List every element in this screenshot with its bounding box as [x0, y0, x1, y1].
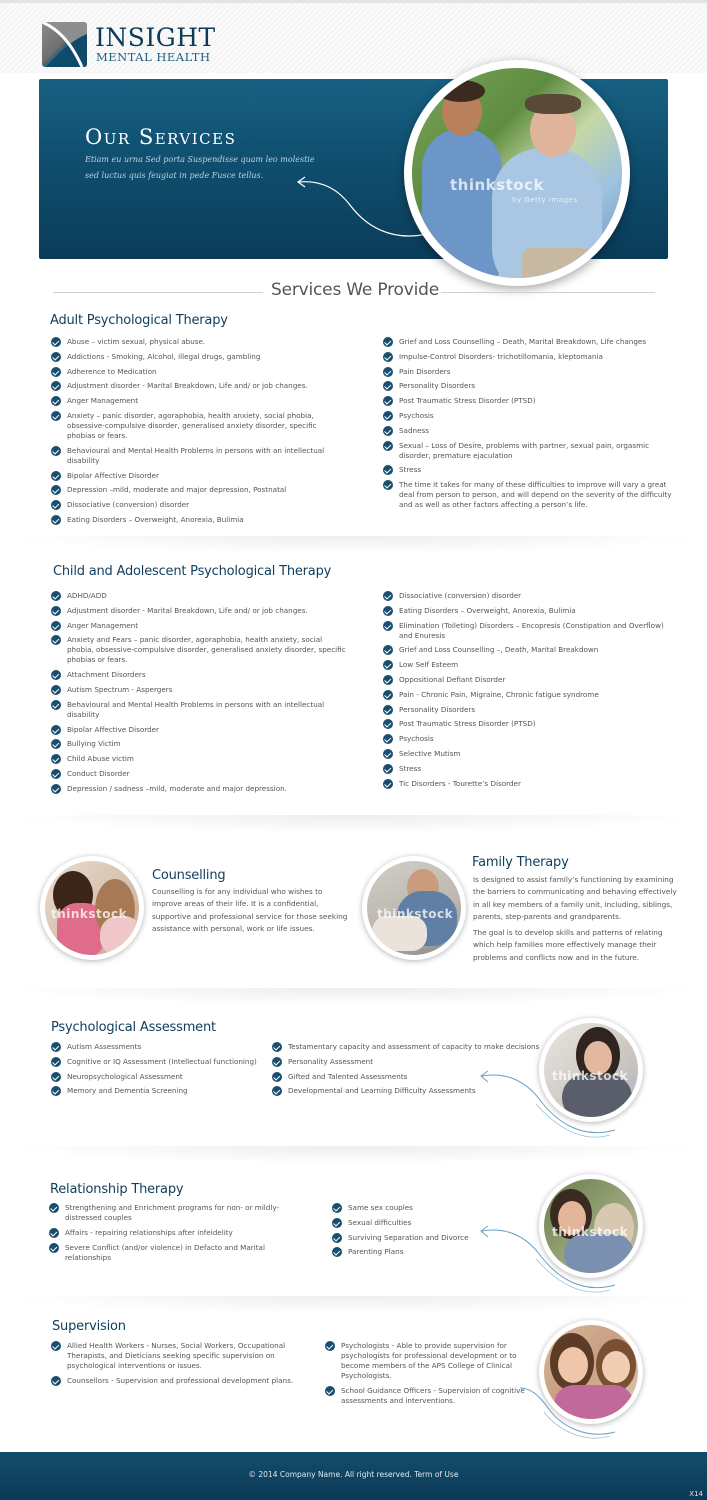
- checkmark-icon: [51, 500, 61, 510]
- checkmark-icon: [383, 705, 393, 715]
- checkmark-icon: [51, 591, 61, 601]
- list-item-text: Testamentary capacity and assessment of capacity to make decisions: [288, 1042, 540, 1051]
- checkmark-icon: [383, 675, 393, 685]
- checkmark-icon: [383, 411, 393, 421]
- adult-therapy-list-left: [51, 337, 346, 530]
- list-item-text: Behavioural and Mental Health Problems in persons with an intellectual disability: [67, 445, 325, 465]
- checkmark-icon: [383, 465, 393, 475]
- list-item-text: Severe Conflict (and/or violence) in Defacto and Marital relationships: [65, 1242, 265, 1262]
- counselling-title: Counselling: [152, 868, 226, 883]
- footer-text: © 2014 Company Name. All right reserved. Term of Use: [248, 1470, 459, 1479]
- list-item: [51, 685, 346, 695]
- list-item: [51, 515, 346, 525]
- family-therapy-photo: [362, 856, 466, 960]
- assessment-title: Psychological Assessment: [51, 1020, 216, 1035]
- list-item-text: Dissociative (conversion) disorder: [399, 591, 522, 600]
- list-item: [383, 675, 673, 685]
- list-item: [325, 1341, 530, 1381]
- list-item-text: Strengthening and Enrichment programs for non- or mildly-distressed couples: [65, 1203, 280, 1222]
- list-item: [49, 1228, 311, 1238]
- list-item-text: Surviving Separation and Divorce: [348, 1232, 469, 1242]
- section-divider: [0, 536, 707, 554]
- list-item-text: Allied Health Workers - Nurses, Social Workers, Occupational Therapists, and Dieticians seeking specific supervision on psychological interventions or issues.: [67, 1341, 286, 1370]
- relationship-photo: [539, 1174, 643, 1278]
- checkmark-icon: [51, 700, 61, 710]
- checkmark-icon: [51, 485, 61, 495]
- checkmark-icon: [51, 1042, 61, 1052]
- relationship-title: Relationship Therapy: [50, 1182, 184, 1197]
- list-item-text: Stress: [399, 465, 422, 475]
- list-item: [51, 621, 346, 631]
- checkmark-icon: [49, 1228, 59, 1238]
- list-item-text: Anger Management: [67, 620, 139, 630]
- list-item: [383, 705, 673, 715]
- checkmark-icon: [383, 480, 393, 490]
- family-therapy-title: Family Therapy: [472, 855, 569, 870]
- checkmark-icon: [51, 1057, 61, 1067]
- supervision-list-left: [51, 1341, 296, 1391]
- checkmark-icon: [332, 1218, 342, 1228]
- list-item-text: Counsellors - Supervision and professional development plans.: [67, 1375, 294, 1385]
- section-title-line-right: [441, 292, 655, 293]
- list-item: [51, 635, 346, 665]
- list-item: [383, 660, 673, 670]
- list-item-text: Oppositional Defiant Disorder: [399, 674, 506, 684]
- checkmark-icon: [383, 441, 393, 451]
- assessment-photo: [539, 1018, 643, 1122]
- checkmark-icon: [383, 719, 393, 729]
- list-item-text: Parenting Plans: [348, 1247, 404, 1257]
- list-item-text: Neuropsychological Assessment: [67, 1071, 183, 1081]
- list-item-text: Sexual – Loss of Desire, problems with partner, sexual pain, orgasmic disorder, premature ejaculation: [399, 440, 650, 460]
- list-item-text: Stress: [399, 763, 422, 773]
- list-item: [383, 749, 673, 759]
- list-item-text: Eating Disorders – Overweight, Anorexia, Bulimia: [67, 514, 244, 524]
- list-item-text: Affairs - repairing relationships after infeidelity: [65, 1227, 233, 1237]
- list-item-text: Abuse – victim sexual, physical abuse.: [67, 337, 206, 346]
- checkmark-icon: [383, 606, 393, 616]
- list-item-text: Post Traumatic Stress Disorder (PTSD): [399, 396, 536, 406]
- list-item-text: Adherence to Medication: [67, 366, 157, 376]
- list-item-text: Child Abuse victim: [67, 754, 134, 764]
- list-item: [51, 411, 346, 441]
- list-item: [51, 1042, 266, 1052]
- family-therapy-text-1: Is designed to assist family’s functioning by examining the barriers to communicating and behaving effectively in all key members of a family unit, including, siblings, parents, step-parents and grandparents.: [473, 875, 677, 922]
- adult-therapy-title: Adult Psychological Therapy: [50, 313, 228, 328]
- checkmark-icon: [383, 396, 393, 406]
- relationship-watermark: thinkstock: [552, 1225, 629, 1239]
- list-item-text: Conduct Disorder: [67, 768, 130, 778]
- list-item-text: Addictions - Smoking, Alcohol, illegal drugs, gambling: [67, 351, 261, 361]
- checkmark-icon: [272, 1042, 282, 1052]
- checkmark-icon: [332, 1203, 342, 1213]
- list-item-text: Autism Assessments: [67, 1042, 142, 1051]
- hero-watermark: thinkstock: [450, 176, 544, 194]
- list-item: [51, 396, 346, 406]
- adult-therapy-list-right: [383, 337, 673, 515]
- list-item-text: Grief and Loss Counselling –, Death, Marital Breakdown: [399, 645, 599, 655]
- list-item: [51, 352, 346, 362]
- checkmark-icon: [383, 337, 393, 347]
- list-item-text: Behavioural and Mental Health Problems in persons with an intellectual disability: [67, 699, 325, 719]
- checkmark-icon: [51, 621, 61, 631]
- checkmark-icon: [383, 749, 393, 759]
- list-item-text: Same sex couples: [348, 1203, 413, 1212]
- checkmark-icon: [51, 515, 61, 525]
- list-item: [383, 591, 673, 601]
- list-item-text: Autism Spectrum - Aspergers: [67, 684, 173, 694]
- list-item-text: Personality Assessment: [288, 1056, 374, 1066]
- list-item: [49, 1203, 311, 1223]
- checkmark-icon: [325, 1386, 335, 1396]
- checkmark-icon: [51, 685, 61, 695]
- list-item-text: Eating Disorders – Overweight, Anorexia, Bulimia: [399, 605, 576, 615]
- list-item: [51, 700, 346, 720]
- family-watermark: thinkstock: [377, 907, 454, 921]
- list-item-text: Dissociative (conversion) disorder: [67, 500, 190, 510]
- checkmark-icon: [49, 1243, 59, 1253]
- section-divider: [0, 1146, 707, 1164]
- section-title-line-left: [53, 292, 263, 293]
- brand-subtitle: MENTAL HEALTH: [96, 50, 211, 64]
- list-item-text: Sadness: [399, 425, 429, 435]
- list-item: [51, 725, 346, 735]
- list-item-text: Psychosis: [399, 410, 434, 420]
- list-item: [383, 719, 673, 729]
- list-item: [51, 1341, 296, 1371]
- checkmark-icon: [51, 635, 61, 645]
- list-item: [383, 764, 673, 774]
- list-item-text: The time it takes for many of these difficulties to improve will vary a great deal from person to person, and will depend on the severity of the difficulty and as well as other factors affecting a person’s life.: [399, 480, 672, 510]
- list-item-text: ADHD/ADD: [67, 591, 107, 600]
- list-item: [383, 606, 673, 616]
- list-item: [51, 446, 346, 466]
- page-tag: X14: [689, 1490, 703, 1498]
- list-item-text: Depression –mild, moderate and major depression, Postnatal: [67, 485, 287, 495]
- checkmark-icon: [383, 645, 393, 655]
- child-therapy-list-right: [383, 591, 673, 793]
- list-item: [49, 1243, 311, 1263]
- checkmark-icon: [51, 606, 61, 616]
- checkmark-icon: [51, 471, 61, 481]
- checkmark-icon: [51, 446, 61, 456]
- list-item: [51, 769, 346, 779]
- list-item: [383, 645, 673, 655]
- list-item: [383, 352, 673, 362]
- hero-subtitle: Etiam eu urna Sed porta Suspendisse quam leo molestie sed luctus quis feugiat in pede Fusce tellus.: [85, 155, 315, 180]
- list-item: [51, 471, 346, 481]
- checkmark-icon: [51, 1086, 61, 1096]
- checkmark-icon: [332, 1247, 342, 1257]
- list-item-text: Pain - Chronic Pain, Migraine, Chronic fatigue syndrome: [399, 689, 599, 699]
- checkmark-icon: [383, 690, 393, 700]
- checkmark-icon: [51, 367, 61, 377]
- section-divider: [0, 988, 707, 1006]
- checkmark-icon: [383, 621, 393, 631]
- list-item: [332, 1203, 512, 1213]
- list-item-text: Personality Disorders: [399, 381, 476, 391]
- list-item: [383, 734, 673, 744]
- list-item-text: Impulse-Control Disorders- trichotillomania, kleptomania: [399, 351, 603, 361]
- list-item: [51, 367, 346, 377]
- checkmark-icon: [51, 725, 61, 735]
- counselling-watermark: thinkstock: [51, 907, 128, 921]
- checkmark-icon: [272, 1057, 282, 1067]
- list-item-text: Gifted and Talented Assessments: [288, 1071, 408, 1081]
- list-item: [51, 1072, 266, 1082]
- list-item: [383, 381, 673, 391]
- section-divider: [0, 815, 707, 833]
- list-item: [383, 480, 673, 510]
- checkmark-icon: [51, 411, 61, 421]
- list-item: [383, 367, 673, 377]
- list-item-text: Anger Management: [67, 396, 139, 406]
- list-item: [272, 1042, 542, 1052]
- checkmark-icon: [332, 1233, 342, 1243]
- list-item: [51, 670, 346, 680]
- list-item: [51, 1086, 266, 1096]
- checkmark-icon: [51, 352, 61, 362]
- checkmark-icon: [51, 381, 61, 391]
- checkmark-icon: [51, 337, 61, 347]
- section-divider: [0, 1296, 707, 1314]
- checkmark-icon: [51, 670, 61, 680]
- list-item: [383, 411, 673, 421]
- list-item-text: Adjustment disorder - Marital Breakdown, Life and/ or job changes.: [67, 381, 308, 391]
- supervision-list-right: [325, 1341, 530, 1411]
- checkmark-icon: [49, 1203, 59, 1213]
- list-item-text: Bullying Victim: [67, 739, 121, 749]
- list-item: [383, 779, 673, 789]
- list-item-text: Bipolar Affective Disorder: [67, 724, 159, 734]
- list-item-text: Tic Disorders - Tourette’s Disorder: [399, 778, 521, 788]
- list-item: [383, 621, 673, 641]
- list-item: [51, 500, 346, 510]
- list-item-text: Cognitive or IQ Assessment (Intellectual functioning): [67, 1056, 257, 1066]
- checkmark-icon: [383, 764, 393, 774]
- checkmark-icon: [325, 1341, 335, 1351]
- list-item-text: Post Traumatic Stress Disorder (PTSD): [399, 719, 536, 729]
- list-item-text: School Guidance Officers - Supervision of cognitive assessments and interventions.: [341, 1385, 525, 1405]
- list-item: [325, 1386, 530, 1406]
- list-item: [51, 381, 346, 391]
- checkmark-icon: [272, 1086, 282, 1096]
- checkmark-icon: [383, 660, 393, 670]
- checkmark-icon: [383, 367, 393, 377]
- counselling-text: Counselling is for any individual who wishes to improve areas of their life. It is a confidential, supportive and professional service for those seeking assistance with personal, work or life issues.: [152, 887, 348, 934]
- list-item: [383, 690, 673, 700]
- list-item-text: Developmental and Learning Difficulty Assessments: [288, 1086, 476, 1096]
- checkmark-icon: [272, 1072, 282, 1082]
- list-item-text: Selective Mutism: [399, 748, 461, 758]
- relationship-list-left: [49, 1203, 311, 1267]
- list-item: [51, 1057, 266, 1067]
- list-item-text: Elimination (Toileting) Disorders – Encopresis (Constipation and Overflow) and Enuresis: [399, 620, 664, 640]
- list-item-text: Anxiety and Fears – panic disorder, agoraphobia, health anxiety, social phobia, obsessive-compulsive disorder, generalised anxiety disorder, specific phobias or fears.: [67, 635, 346, 665]
- brand-name[interactable]: INSIGHT: [95, 23, 216, 52]
- assessment-list-left: [51, 1042, 266, 1101]
- child-therapy-title: Child and Adolescent Psychological Therapy: [53, 564, 332, 579]
- checkmark-icon: [383, 779, 393, 789]
- checkmark-icon: [383, 352, 393, 362]
- list-item: [51, 784, 346, 794]
- family-therapy-text-2: The goal is to develop skills and patterns of relating which help families more effectively manage their problems and conflicts now and in the future.: [473, 928, 663, 962]
- checkmark-icon: [51, 754, 61, 764]
- list-item-text: Bipolar Affective Disorder: [67, 470, 159, 480]
- list-item-text: Adjustment disorder - Marital Breakdown, Life and/ or job changes.: [67, 605, 308, 615]
- checkmark-icon: [383, 734, 393, 744]
- list-item: [383, 396, 673, 406]
- checkmark-icon: [383, 591, 393, 601]
- checkmark-icon: [51, 769, 61, 779]
- list-item-text: Grief and Loss Counselling – Death, Marital Breakdown, Life changes: [399, 337, 647, 346]
- checkmark-icon: [51, 739, 61, 749]
- checkmark-icon: [383, 426, 393, 436]
- list-item-text: Depression / sadness –mild, moderate and major depression.: [67, 783, 287, 793]
- list-item-text: Psychosis: [399, 734, 434, 744]
- list-item: [383, 426, 673, 436]
- supervision-photo: [539, 1320, 643, 1424]
- child-therapy-list-left: [51, 591, 346, 799]
- list-item: [51, 1376, 296, 1386]
- checkmark-icon: [383, 381, 393, 391]
- list-item: [51, 754, 346, 764]
- list-item: [383, 465, 673, 475]
- list-item-text: Anxiety – panic disorder, agoraphobia, health anxiety, social phobia, obsessive-compulsive disorder, generalised anxiety disorder, specific phobias or fears.: [67, 410, 317, 440]
- assessment-watermark: thinkstock: [552, 1069, 629, 1083]
- list-item-text: Personality Disorders: [399, 704, 476, 714]
- checkmark-icon: [51, 1376, 61, 1386]
- checkmark-icon: [51, 784, 61, 794]
- list-item: [383, 441, 673, 461]
- list-item: [51, 337, 346, 347]
- list-item: [51, 591, 346, 601]
- list-item-text: Pain Disorders: [399, 366, 451, 376]
- counselling-photo: [40, 856, 144, 960]
- supervision-title: Supervision: [52, 1319, 126, 1334]
- hero-watermark-sub: by Getty Images: [512, 196, 578, 204]
- checkmark-icon: [51, 1072, 61, 1082]
- hero-photo: [404, 60, 630, 286]
- list-item: [383, 337, 673, 347]
- list-item: [51, 606, 346, 616]
- logo-icon[interactable]: [42, 22, 87, 67]
- list-item-text: Low Self Esteem: [399, 660, 459, 670]
- list-item-text: Sexual difficulties: [348, 1217, 412, 1227]
- list-item-text: Psychologists - Able to provide supervision for psychologists for professional development or to become members of the APS College of Clinical Psychologists.: [341, 1341, 517, 1380]
- checkmark-icon: [51, 396, 61, 406]
- hero-title: Our Services: [85, 125, 237, 149]
- section-title: Services We Provide: [271, 280, 439, 300]
- checkmark-icon: [51, 1341, 61, 1351]
- list-item-text: Memory and Dementia Screening: [67, 1086, 188, 1096]
- list-item-text: Attachment Disorders: [67, 670, 146, 680]
- list-item: [51, 485, 346, 495]
- list-item: [51, 739, 346, 749]
